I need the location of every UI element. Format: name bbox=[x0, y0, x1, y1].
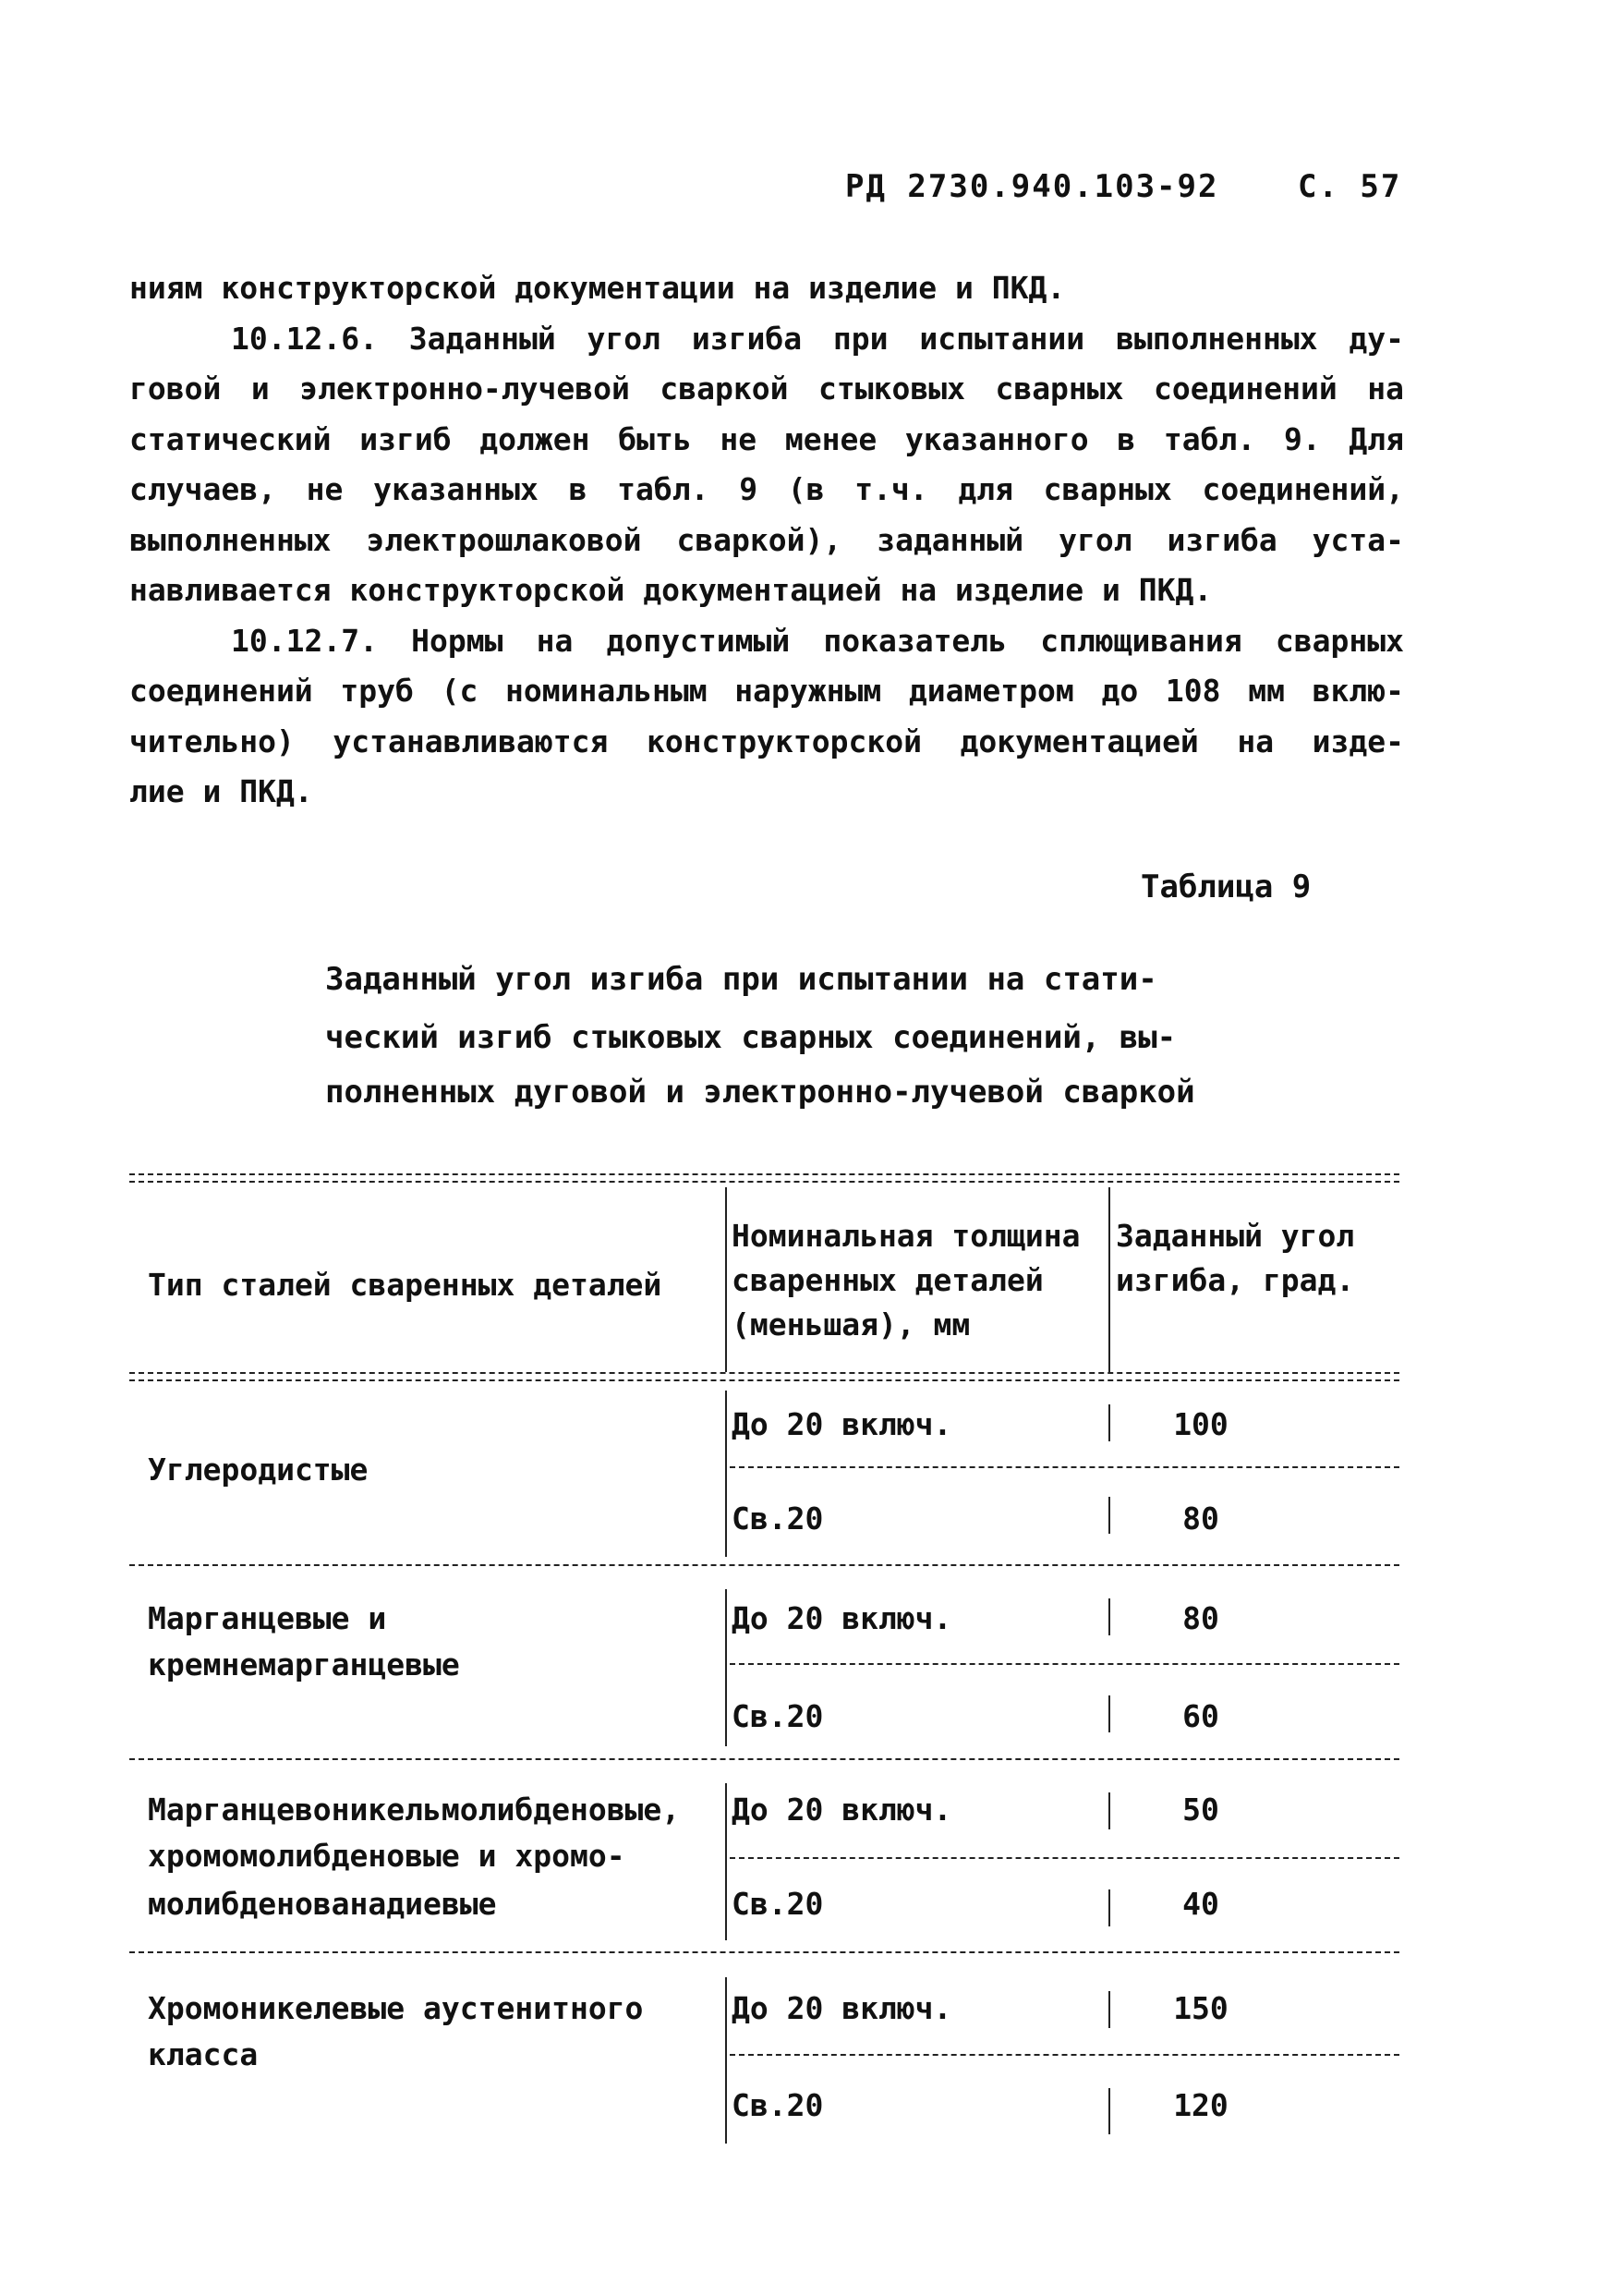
column-header-angle-line: изгиба, град. bbox=[1116, 1262, 1355, 1298]
table-caption-line: ческий изгиб стыковых сварных соединений, вы- bbox=[325, 1019, 1177, 1056]
row-separator bbox=[730, 1466, 1399, 1468]
column-divider bbox=[1108, 1889, 1110, 1926]
steel-type-cell: Хромоникелевые аустенитного bbox=[148, 1990, 644, 2026]
table-caption-line: полненных дуговой и электронно-лучевой сваркой bbox=[325, 1074, 1195, 1111]
document-code: РД 2730.940.103-92 bbox=[845, 168, 1219, 205]
thickness-cell: Св.20 bbox=[732, 1886, 824, 1922]
page-number: С. 57 bbox=[1298, 168, 1402, 205]
body-line: чительно) устанавливаются конструкторской документацией на изде- bbox=[129, 723, 1404, 759]
angle-cell: 150 bbox=[1173, 1990, 1229, 2026]
row-separator bbox=[730, 1663, 1399, 1665]
steel-type-cell: класса bbox=[148, 2036, 259, 2072]
row-separator bbox=[730, 2054, 1399, 2056]
body-line: лие и ПКД. bbox=[129, 773, 313, 809]
angle-cell: 120 bbox=[1173, 2087, 1229, 2123]
column-header-thickness-line: (меньшая), мм bbox=[732, 1306, 971, 1342]
thickness-cell: До 20 включ. bbox=[732, 1600, 952, 1636]
group-separator bbox=[129, 1951, 1399, 1953]
body-line: 10.12.7. Нормы на допустимый показатель сплющивания сварных bbox=[231, 623, 1404, 659]
column-divider bbox=[725, 1589, 727, 1746]
steel-type-cell: кремнемарганцевые bbox=[148, 1646, 460, 1683]
column-divider bbox=[725, 1391, 727, 1557]
steel-type-cell: Марганцевые и bbox=[148, 1600, 387, 1636]
group-separator bbox=[129, 1564, 1399, 1566]
angle-cell: 100 bbox=[1173, 1406, 1229, 1442]
angle-cell: 60 bbox=[1182, 1698, 1219, 1734]
body-line: случаев, не указанных в табл. 9 (в т.ч. для сварных соединений, bbox=[129, 471, 1404, 507]
row-separator bbox=[730, 1857, 1399, 1859]
thickness-cell: До 20 включ. bbox=[732, 1406, 952, 1442]
column-divider bbox=[1108, 1695, 1110, 1732]
column-divider bbox=[1108, 1404, 1110, 1441]
column-divider bbox=[1108, 2088, 1110, 2134]
column-divider bbox=[1108, 1187, 1110, 1372]
column-divider bbox=[725, 1783, 727, 1940]
angle-cell: 80 bbox=[1182, 1500, 1219, 1537]
thickness-cell: Св.20 bbox=[732, 1500, 824, 1537]
column-header-thickness-line: Номинальная толщина bbox=[732, 1218, 1081, 1254]
angle-cell: 50 bbox=[1182, 1792, 1219, 1828]
table-header-rule bbox=[129, 1372, 1399, 1381]
body-line: говой и электронно-лучевой сваркой стыковых сварных соединений на bbox=[129, 371, 1404, 407]
steel-type-cell: хромомолибденовые и хромо- bbox=[148, 1838, 625, 1874]
body-line: ниям конструкторской документации на изделие и ПКД. bbox=[129, 270, 1066, 306]
steel-type-cell: молибденованадиевые bbox=[148, 1886, 497, 1922]
column-divider bbox=[725, 1977, 727, 2144]
body-line: навливается конструкторской документацией на изделие и ПКД. bbox=[129, 572, 1213, 608]
body-line: выполненных электрошлаковой сваркой), заданный угол изгиба уста- bbox=[129, 522, 1404, 558]
body-line: 10.12.6. Заданный угол изгиба при испытании выполненных ду- bbox=[231, 321, 1404, 357]
table-top-rule bbox=[129, 1173, 1399, 1183]
column-divider bbox=[1108, 1497, 1110, 1534]
column-header-steel-type: Тип сталей сваренных деталей bbox=[148, 1267, 662, 1303]
steel-type-cell: Углеродистые bbox=[148, 1452, 369, 1488]
column-divider bbox=[1108, 1792, 1110, 1829]
body-line: соединений труб (с номинальным наружным диаметром до 108 мм вклю- bbox=[129, 673, 1404, 709]
angle-cell: 40 bbox=[1182, 1886, 1219, 1922]
thickness-cell: Св.20 bbox=[732, 1698, 824, 1734]
table-label: Таблица 9 bbox=[1141, 869, 1312, 905]
column-header-thickness-line: сваренных деталей bbox=[732, 1262, 1044, 1298]
column-divider bbox=[1108, 1991, 1110, 2028]
thickness-cell: Св.20 bbox=[732, 2087, 824, 2123]
angle-cell: 80 bbox=[1182, 1600, 1219, 1636]
thickness-cell: До 20 включ. bbox=[732, 1990, 952, 2026]
column-divider bbox=[725, 1187, 727, 1372]
steel-type-cell: Марганцевоникельмолибденовые, bbox=[148, 1792, 681, 1828]
column-divider bbox=[1108, 1598, 1110, 1635]
thickness-cell: До 20 включ. bbox=[732, 1792, 952, 1828]
group-separator bbox=[129, 1758, 1399, 1760]
column-header-angle-line: Заданный угол bbox=[1116, 1218, 1355, 1254]
body-line: статический изгиб должен быть не менее указанного в табл. 9. Для bbox=[129, 421, 1404, 457]
table-caption-line: Заданный угол изгиба при испытании на стати- bbox=[325, 961, 1157, 998]
